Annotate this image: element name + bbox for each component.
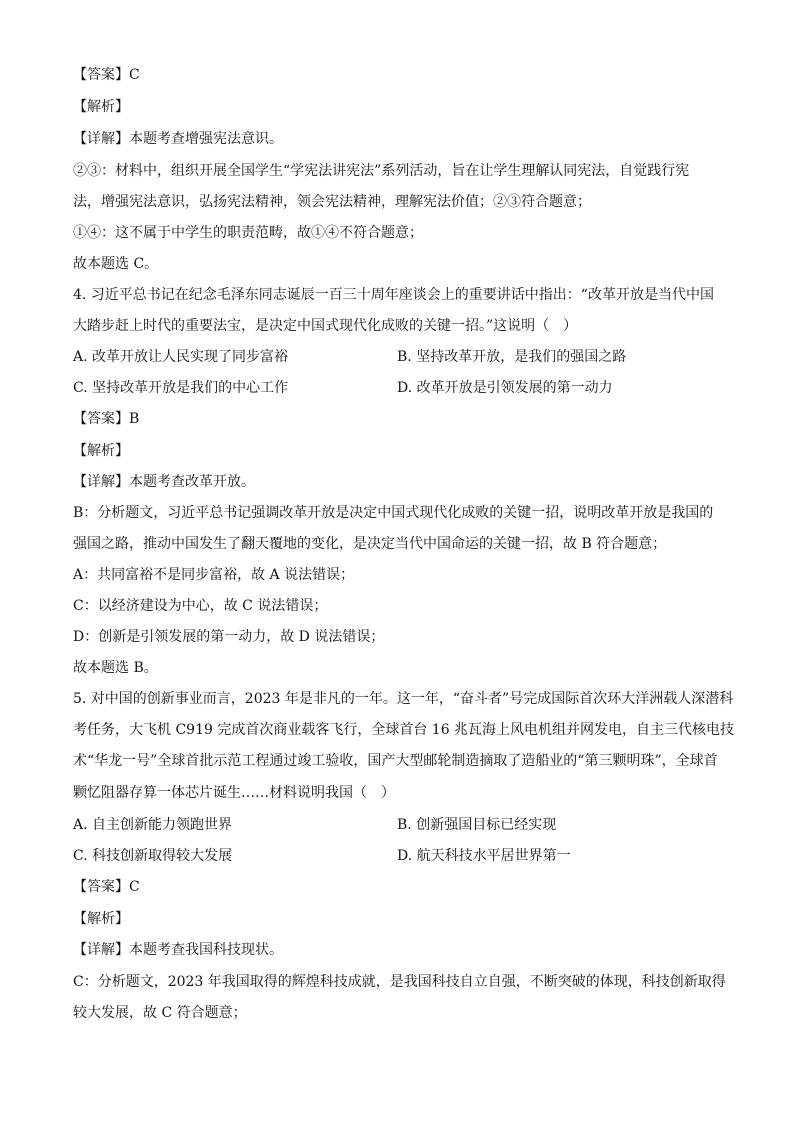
q5-option-a: A. 自主创新能力领跑世界 xyxy=(73,817,233,833)
q4-analysis-heading: 【解析】 xyxy=(73,443,129,459)
q3-explanation-line-3: ①④：这不属于中学生的职责范畴，故①④不符合题意； xyxy=(73,225,423,241)
q3-detail: 【详解】本题考查增强宪法意识。 xyxy=(73,131,283,147)
q3-analysis-heading: 【解析】 xyxy=(73,99,129,115)
q3-answer: 【答案】C xyxy=(73,67,140,83)
q4-conclusion: 故本题选 B。 xyxy=(73,660,158,676)
q5-stem-line-1: 5. 对中国的创新事业而言，2023 年是非凡的一年。这一年，“奋斗者”号完成国际首次环大洋洲载人深潜科 xyxy=(73,691,734,707)
q5-option-b: B. 创新强国目标已经实现 xyxy=(397,817,557,833)
q5-option-c: C. 科技创新取得较大发展 xyxy=(73,848,233,864)
q4-detail: 【详解】本题考查改革开放。 xyxy=(73,474,255,490)
q5-stem-line-2: 考任务，大飞机 C919 完成首次商业载客飞行，全球首台 16 兆瓦海上风电机组并网发电，自主三代核电技 xyxy=(73,722,735,738)
q4-explanation-line-4: C：以经济建设为中心，故 C 说法错误； xyxy=(73,598,328,614)
q4-option-b: B. 坚持改革开放，是我们的强国之路 xyxy=(397,349,627,365)
q4-stem-line-2: 大踏步赶上时代的重要法宝，是决定中国式现代化成败的关键一招。”这说明（ ） xyxy=(73,318,578,334)
q5-answer: 【答案】C xyxy=(73,879,140,895)
q3-explanation-line-2: 法，增强宪法意识，弘扬宪法精神，领会宪法精神，理解宪法价值；②③符合题意； xyxy=(73,194,591,210)
q5-analysis-heading: 【解析】 xyxy=(73,911,129,927)
q3-explanation-line-1: ②③：材料中，组织开展全国学生“学宪法讲宪法”系列活动，旨在让学生理解认同宪法，自觉践行宪 xyxy=(73,163,690,179)
q4-option-a: A. 改革开放让人民实现了同步富裕 xyxy=(73,349,289,365)
q4-explanation-line-1: B：分析题文，习近平总书记强调改革开放是决定中国式现代化成败的关键一招，说明改革开放是我国的 xyxy=(73,505,714,521)
q4-answer: 【答案】B xyxy=(73,411,140,427)
q4-explanation-line-2: 强国之路，推动中国发生了翻天覆地的变化，是决定当代中国命运的关键一招，故 B 符合题意； xyxy=(73,536,667,552)
q4-explanation-line-5: D：创新是引领发展的第一动力，故 D 说法错误； xyxy=(73,629,385,645)
q5-explanation-line-2: 较大发展，故 C 符合题意； xyxy=(73,1005,247,1021)
q5-stem-line-3: 术“华龙一号”全球首批示范工程通过竣工验收，国产大型邮轮制造摘取了造船业的“第三颗明珠”，全球首 xyxy=(73,753,718,769)
q5-explanation-line-1: C：分析题文，2023 年我国取得的辉煌科技成就，是我国科技自立自强，不断突破的体现，科技创新取得 xyxy=(73,974,726,990)
q5-stem-line-4: 颗忆阻器存算一体芯片诞生……材料说明我国（ ） xyxy=(73,785,395,801)
q3-conclusion: 故本题选 C。 xyxy=(73,256,159,272)
q5-detail: 【详解】本题考查我国科技现状。 xyxy=(73,942,283,958)
q4-option-c: C. 坚持改革开放是我们的中心工作 xyxy=(73,380,289,396)
q4-option-d: D. 改革开放是引领发展的第一动力 xyxy=(397,380,613,396)
q5-option-d: D. 航天科技水平居世界第一 xyxy=(397,848,571,864)
q4-explanation-line-3: A：共同富裕不是同步富裕，故 A 说法错误； xyxy=(73,567,355,583)
q4-stem-line-1: 4. 习近平总书记在纪念毛泽东同志诞辰一百三十周年座谈会上的重要讲话中指出：“改革开放是当代中国 xyxy=(73,287,714,303)
